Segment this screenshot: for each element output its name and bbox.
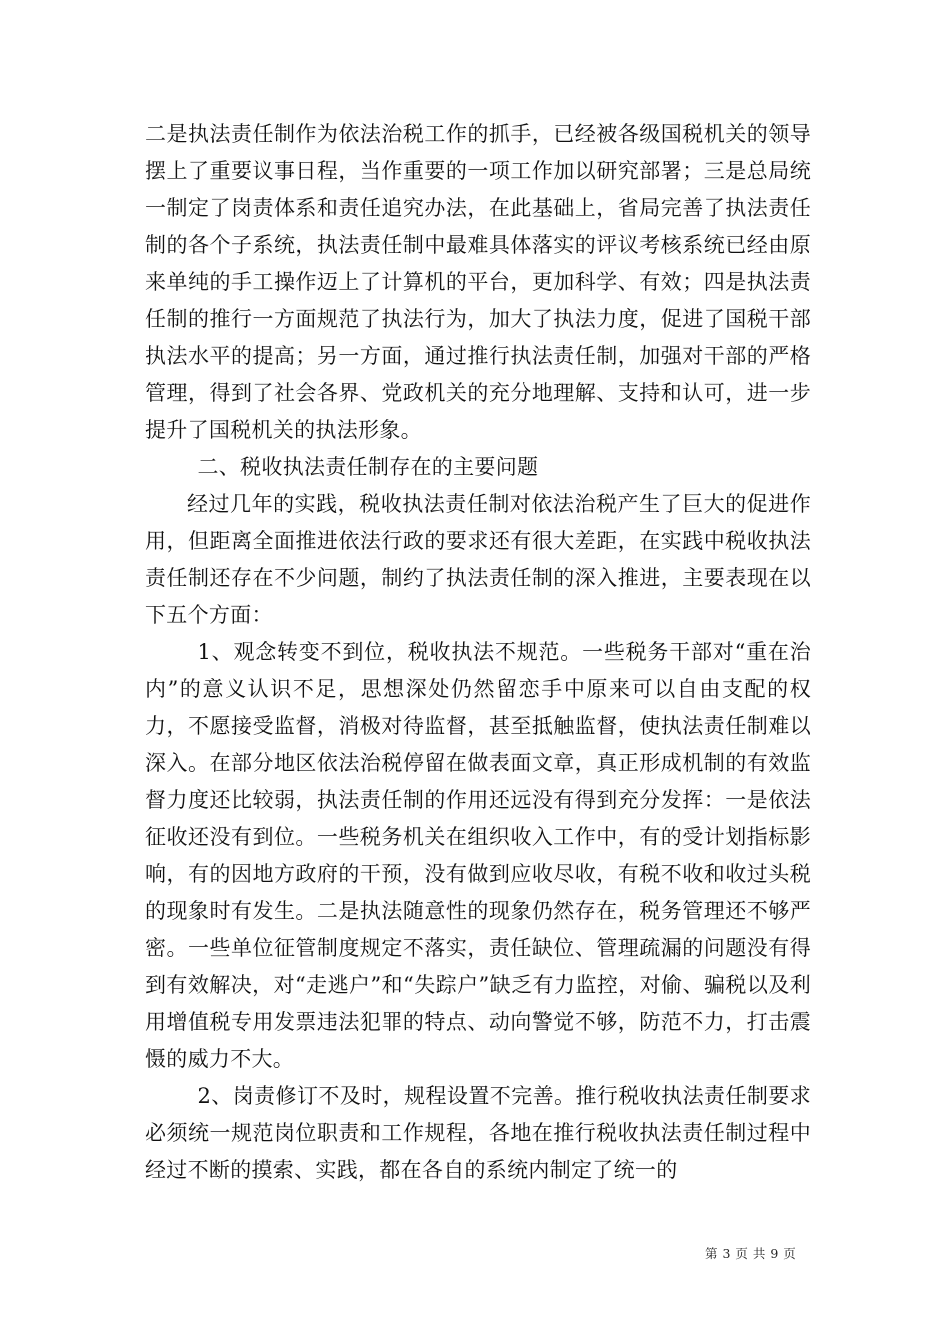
- paragraph-point-2: 2、岗责修订不及时，规程设置不完善。推行税收执法责任制要求必须统一规范岗位职责和工作规程，各地在推行税收执法责任制过程中经过不断的摸索、实践，都在各自的系统内制定了统一的: [145, 1084, 811, 1182]
- paragraph-continuation: 二是执法责任制作为依法治税工作的抓手，已经被各级国税机关的领导摆上了重要议事日程，当作重要的一项工作加以研究部署；三是总局统一制定了岗责体系和责任追究办法，在此基础上，省局完善了执法责任制的各个子系统，执法责任制中最难具体落实的评议考核系统已经由原来单纯的手工操作迈上了计算机的平台，更加科学、有效；四是执法责任制的推行一方面规范了执法行为，加大了执法力度，促进了国税干部执法水平的提高；另一方面，通过推行执法责任制，加强对干部的严格管理，得到了社会各界、党政机关的充分地理解、支持和认可，进一步提升了国税机关的执法形象。: [145, 122, 811, 442]
- page-number-footer: 第 3 页 共 9 页: [705, 1246, 797, 1261]
- section-heading: 二、税收执法责任制存在的主要问题: [197, 455, 539, 479]
- paragraph-point-1: 1、观念转变不到位，税收执法不规范。一些税务干部对“重在治内”的意义认识不足，思想深处仍然留恋手中原来可以自由支配的权力，不愿接受监督，消极对待监督，甚至抵触监督，使执法责任制难以深入。在部分地区依法治税停留在做表面文章，真正形成机制的有效监督力度还比较弱，执法责任制的作用还远没有得到充分发挥：一是依法征收还没有到位。一些税务机关在组织收入工作中，有的受计划指标影响，有的因地方政府的干预，没有做到应收尽收，有税不收和收过头税的现象时有发生。二是执法随意性的现象仍然存在，税务管理还不够严密。一些单位征管制度规定不落实，责任缺位、管理疏漏的问题没有得到有效解决，对“走逃户”和“失踪户”缺乏有力监控，对偷、骗税以及利用增值税专用发票违法犯罪的特点、动向警觉不够，防范不力，打击震慑的威力不大。: [145, 640, 811, 1071]
- document-body: [145, 116, 811, 1189]
- paragraph-intro: 经过几年的实践，税收执法责任制对依法治税产生了巨大的促进作用，但距离全面推进依法行政的要求还有很大差距，在实践中税收执法责任制还存在不少问题，制约了执法责任制的深入推进，主要表现在以下五个方面：: [145, 492, 811, 627]
